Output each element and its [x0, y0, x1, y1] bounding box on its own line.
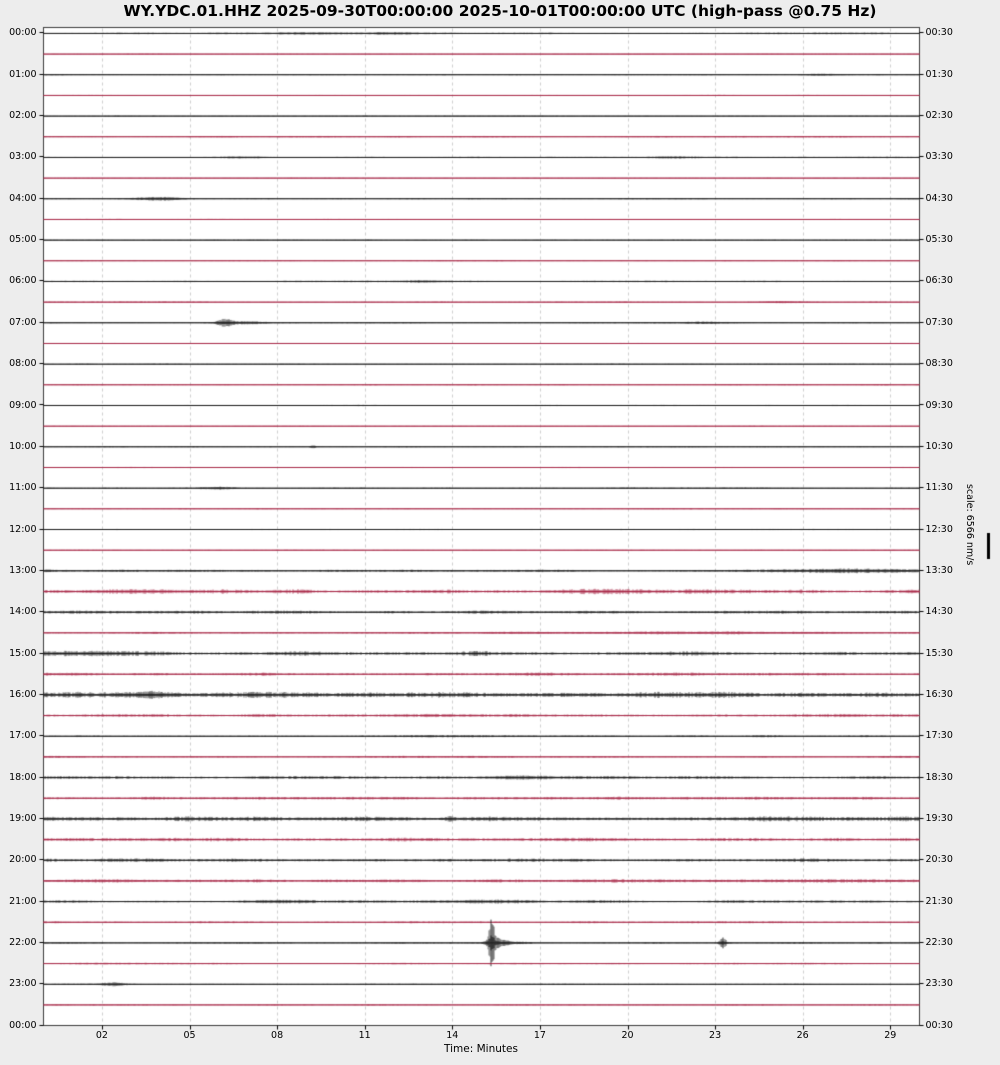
time-label-left: 20:00 — [9, 854, 37, 866]
time-label-right: 05:30 — [925, 234, 953, 246]
time-label-right: 22:30 — [925, 936, 953, 948]
time-label-left: 19:00 — [9, 812, 37, 824]
time-label-right: 02:30 — [925, 110, 953, 122]
scale-label: scale: 6566 nm/s — [964, 484, 975, 566]
time-label-left: 00:00 — [9, 27, 37, 39]
time-label-right: 13:30 — [925, 564, 953, 576]
time-label-left: 13:00 — [9, 564, 37, 576]
time-label-left: 05:00 — [9, 234, 37, 246]
time-label-left: 04:00 — [9, 192, 37, 204]
time-label-left: 16:00 — [9, 688, 37, 700]
time-label-right: 04:30 — [925, 192, 953, 204]
time-label-right: 14:30 — [925, 606, 953, 618]
time-label-right: 20:30 — [925, 854, 953, 866]
time-label-left: 01:00 — [9, 68, 37, 80]
time-label-left: 15:00 — [9, 647, 37, 659]
x-tick-label: 29 — [884, 1029, 897, 1041]
x-tick-label: 11 — [358, 1029, 371, 1041]
time-label-right: 19:30 — [925, 812, 953, 824]
time-label-left: 12:00 — [9, 523, 37, 535]
time-label-right: 15:30 — [925, 647, 953, 659]
time-label-right: 12:30 — [925, 523, 953, 535]
time-label-left: 17:00 — [9, 730, 37, 742]
time-label-left: 03:00 — [9, 151, 37, 163]
x-tick-label: 08 — [271, 1029, 284, 1041]
time-label-left: 23:00 — [9, 978, 37, 990]
time-label-right: 01:30 — [925, 68, 953, 80]
x-tick-label: 14 — [446, 1029, 459, 1041]
time-label-left: 06:00 — [9, 275, 37, 287]
x-tick-label: 02 — [95, 1029, 108, 1041]
time-label-left: 09:00 — [9, 399, 37, 411]
time-label-right: 03:30 — [925, 151, 953, 163]
time-label-right: 16:30 — [925, 688, 953, 700]
time-label-right: 18:30 — [925, 771, 953, 783]
time-label-right: 00:30 — [925, 27, 953, 39]
time-label-right: 06:30 — [925, 275, 953, 287]
time-label-left: 22:00 — [9, 936, 37, 948]
time-label-right: 09:30 — [925, 399, 953, 411]
time-label-left: 02:00 — [9, 110, 37, 122]
time-label-left: 00:00 — [9, 1019, 37, 1031]
time-label-right: 23:30 — [925, 978, 953, 990]
time-label-right: 08:30 — [925, 358, 953, 370]
time-label-right: 07:30 — [925, 316, 953, 328]
time-label-left: 10:00 — [9, 440, 37, 452]
time-label-right: 10:30 — [925, 440, 953, 452]
time-label-right: 17:30 — [925, 730, 953, 742]
time-label-left: 14:00 — [9, 606, 37, 618]
x-tick-label: 17 — [533, 1029, 546, 1041]
time-label-right: 00:30 — [925, 1019, 953, 1031]
time-label-left: 11:00 — [9, 482, 37, 494]
time-label-left: 21:00 — [9, 895, 37, 907]
x-tick-label: 05 — [183, 1029, 196, 1041]
time-label-left: 07:00 — [9, 316, 37, 328]
time-label-right: 11:30 — [925, 482, 953, 494]
x-tick-label: 20 — [621, 1029, 634, 1041]
time-label-left: 08:00 — [9, 358, 37, 370]
x-tick-label: 26 — [796, 1029, 809, 1041]
x-axis-title: Time: Minutes — [444, 1043, 518, 1055]
time-label-right: 21:30 — [925, 895, 953, 907]
time-label-left: 18:00 — [9, 771, 37, 783]
x-tick-label: 23 — [709, 1029, 722, 1041]
